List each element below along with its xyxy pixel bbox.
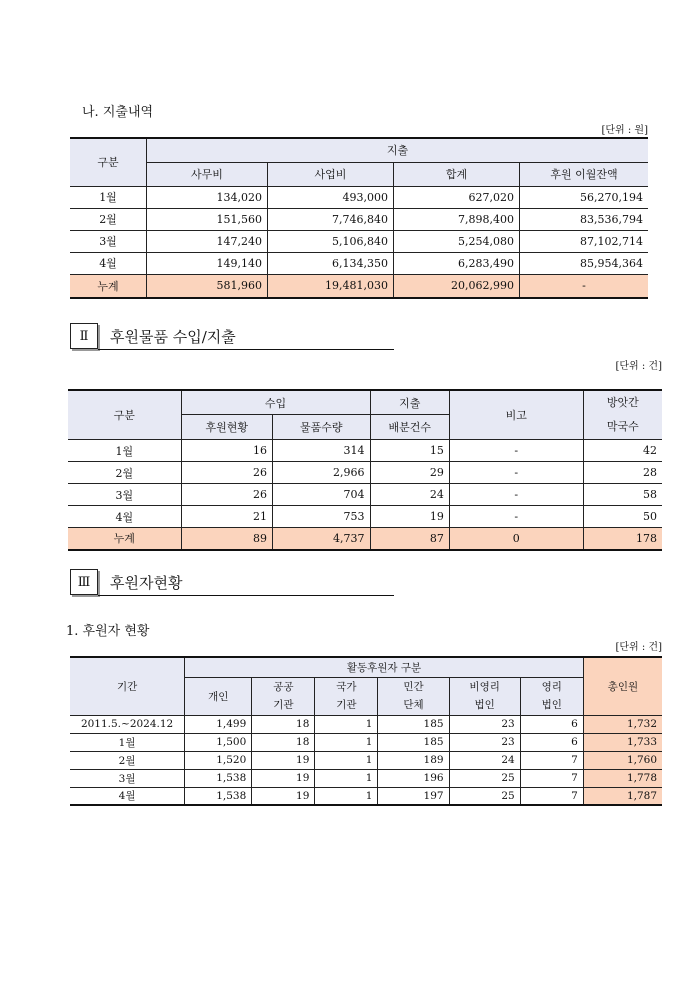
section-3-unit-label: [단위 : 건] — [615, 642, 662, 653]
cell: 5,254,080 — [394, 230, 520, 252]
total-cell: 1,760 — [583, 751, 662, 769]
cell: 26 — [181, 484, 272, 506]
cell: 1,538 — [185, 769, 252, 787]
cell: 2,966 — [273, 462, 370, 484]
cell: 196 — [378, 769, 449, 787]
cell: 189 — [378, 751, 449, 769]
cell: 87 — [370, 528, 449, 550]
cell: 18 — [252, 715, 315, 733]
cell: 7 — [520, 751, 583, 769]
cell: 147,240 — [147, 230, 268, 252]
cell: 19 — [252, 769, 315, 787]
total-cell: 1,732 — [583, 715, 662, 733]
cell: 185 — [378, 733, 449, 751]
cell: 19 — [252, 787, 315, 805]
row-label: 4월 — [70, 252, 147, 274]
col-header: 민간 단체 — [378, 677, 449, 715]
col-header: 합계 — [394, 162, 520, 186]
row-label: 4월 — [70, 787, 185, 805]
col-header-total: 총인원 — [583, 657, 662, 715]
cell: 627,020 — [394, 186, 520, 208]
cell: 1,520 — [185, 751, 252, 769]
cell: 20,062,990 — [394, 274, 520, 298]
table-row — [70, 715, 662, 733]
cell: 6,134,350 — [268, 252, 394, 274]
row-label: 3월 — [70, 230, 147, 252]
cell: 23 — [449, 733, 520, 751]
cell: 21 — [181, 506, 272, 528]
cell: 493,000 — [268, 186, 394, 208]
row-label: 2011.5.~2024.12 — [70, 715, 185, 733]
cell: 7 — [520, 787, 583, 805]
col-header: 후원현황 — [181, 415, 272, 440]
cell: 7,746,840 — [268, 208, 394, 230]
col-header: 사무비 — [147, 162, 268, 186]
table-row — [70, 769, 662, 787]
cell: 23 — [449, 715, 520, 733]
row-label: 누계 — [70, 274, 147, 298]
cell: 753 — [273, 506, 370, 528]
table-row — [70, 252, 648, 274]
cell: 1 — [315, 769, 378, 787]
section-title: 후원물품 수입/지출 — [110, 327, 236, 346]
cell: 28 — [583, 462, 662, 484]
table-row — [70, 230, 648, 252]
section-number: Ⅲ — [70, 569, 98, 595]
col-header: 개인 — [185, 677, 252, 715]
section-2-unit-label: [단위 : 건] — [615, 361, 662, 372]
cell: 25 — [449, 787, 520, 805]
table-row — [70, 186, 648, 208]
cell: 25 — [449, 769, 520, 787]
col-header-income: 수입 — [181, 390, 370, 415]
row-label: 2월 — [70, 208, 147, 230]
section-title: 후원자현황 — [110, 573, 183, 592]
cell: 1 — [315, 751, 378, 769]
cell: 50 — [583, 506, 662, 528]
cell: 42 — [583, 440, 662, 462]
section-underline — [98, 349, 394, 350]
section-3-subheading: 1. 후원자 현황 — [66, 624, 150, 639]
cell: 134,020 — [147, 186, 268, 208]
cell: 5,106,840 — [268, 230, 394, 252]
cell: 0 — [449, 528, 583, 550]
row-label: 1월 — [68, 440, 181, 462]
table-row — [70, 787, 662, 805]
col-header: 국가 기관 — [315, 677, 378, 715]
cell: - — [449, 440, 583, 462]
cell: 19 — [370, 506, 449, 528]
cell: 24 — [370, 484, 449, 506]
col-header: 배분건수 — [370, 415, 449, 440]
col-header-extra: 방앗간 막국수 — [583, 390, 662, 440]
total-cell: 1,778 — [583, 769, 662, 787]
cell: - — [449, 484, 583, 506]
cell: 1,499 — [185, 715, 252, 733]
cell: 178 — [583, 528, 662, 550]
section-2-header — [70, 323, 236, 349]
row-label: 1월 — [70, 186, 147, 208]
cell: 24 — [449, 751, 520, 769]
cell: 19 — [252, 751, 315, 769]
cell: 19,481,030 — [268, 274, 394, 298]
table-row — [68, 506, 662, 528]
cell: 151,560 — [147, 208, 268, 230]
cell: 704 — [273, 484, 370, 506]
total-row — [68, 528, 662, 550]
table-row — [70, 751, 662, 769]
col-header: 사업비 — [268, 162, 394, 186]
total-row — [70, 274, 648, 298]
table-row — [70, 733, 662, 751]
donor-table — [70, 656, 662, 806]
table-row — [68, 462, 662, 484]
total-cell: 1,787 — [583, 787, 662, 805]
row-label: 2월 — [70, 751, 185, 769]
cell: 16 — [181, 440, 272, 462]
col-header-category: 구분 — [70, 138, 147, 186]
cell: 89 — [181, 528, 272, 550]
col-header: 비영리 법인 — [449, 677, 520, 715]
cell: 85,954,364 — [520, 252, 649, 274]
col-header-period: 기간 — [70, 657, 185, 715]
cell: 149,140 — [147, 252, 268, 274]
cell: 1 — [315, 715, 378, 733]
cell: 4,737 — [273, 528, 370, 550]
row-label: 2월 — [68, 462, 181, 484]
cell: - — [449, 462, 583, 484]
cell: 314 — [273, 440, 370, 462]
col-header-group: 지출 — [147, 138, 649, 162]
col-header-note: 비고 — [449, 390, 583, 440]
cell: 6 — [520, 715, 583, 733]
col-header: 물품수량 — [273, 415, 370, 440]
row-label: 누계 — [68, 528, 181, 550]
goods-table — [68, 389, 662, 551]
table-row — [68, 440, 662, 462]
expense-unit-label: [단위 : 원] — [601, 125, 648, 136]
cell: - — [449, 506, 583, 528]
cell: 18 — [252, 733, 315, 751]
expense-heading: 나. 지출내역 — [82, 105, 154, 120]
section-underline — [98, 595, 394, 596]
cell: 581,960 — [147, 274, 268, 298]
cell: 15 — [370, 440, 449, 462]
col-header-category: 구분 — [68, 390, 181, 440]
table-row — [70, 208, 648, 230]
total-cell: 1,733 — [583, 733, 662, 751]
expense-table — [70, 137, 648, 299]
cell: 7,898,400 — [394, 208, 520, 230]
cell: 1 — [315, 733, 378, 751]
cell: 58 — [583, 484, 662, 506]
col-header-outgo: 지출 — [370, 390, 449, 415]
cell: - — [520, 274, 649, 298]
row-label: 1월 — [70, 733, 185, 751]
cell: 7 — [520, 769, 583, 787]
cell: 1,500 — [185, 733, 252, 751]
col-header: 영리 법인 — [520, 677, 583, 715]
cell: 6,283,490 — [394, 252, 520, 274]
cell: 83,536,794 — [520, 208, 649, 230]
col-header-group: 활동후원자 구분 — [185, 657, 584, 677]
cell: 6 — [520, 733, 583, 751]
cell: 29 — [370, 462, 449, 484]
section-number: Ⅱ — [70, 323, 98, 349]
cell: 1 — [315, 787, 378, 805]
cell: 87,102,714 — [520, 230, 649, 252]
cell: 56,270,194 — [520, 186, 649, 208]
row-label: 3월 — [68, 484, 181, 506]
row-label: 3월 — [70, 769, 185, 787]
cell: 185 — [378, 715, 449, 733]
col-header: 후원 이월잔액 — [520, 162, 649, 186]
table-row — [68, 484, 662, 506]
cell: 197 — [378, 787, 449, 805]
section-3-header — [70, 569, 182, 595]
row-label: 4월 — [68, 506, 181, 528]
cell: 1,538 — [185, 787, 252, 805]
cell: 26 — [181, 462, 272, 484]
col-header: 공공 기관 — [252, 677, 315, 715]
